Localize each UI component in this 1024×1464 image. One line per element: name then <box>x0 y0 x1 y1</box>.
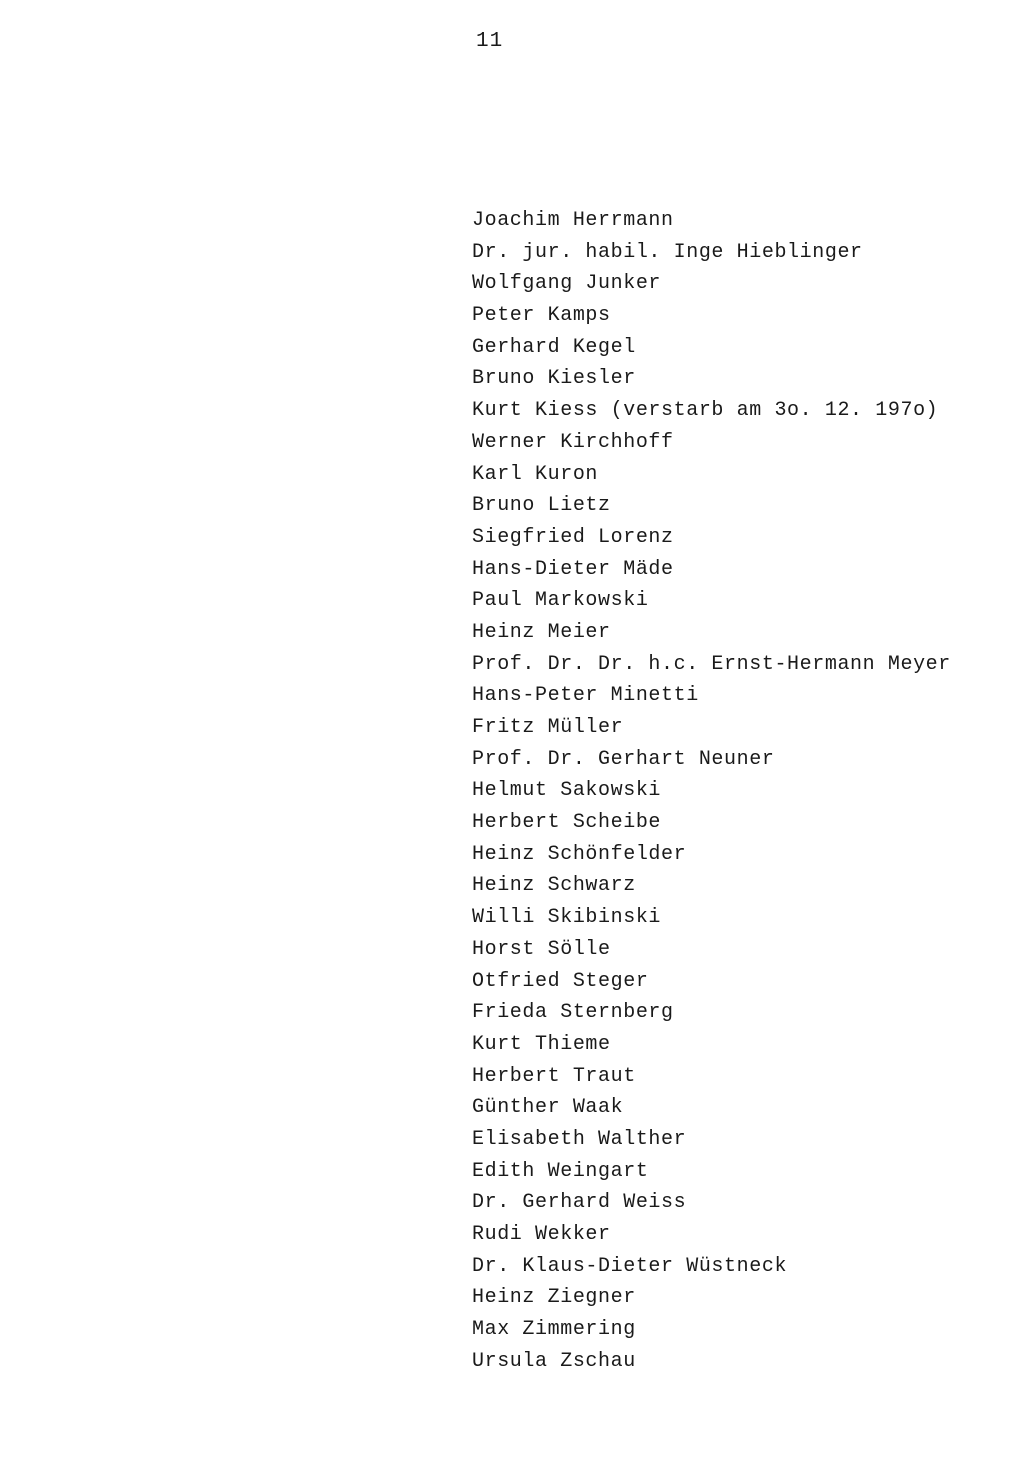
page-number: 11 <box>476 30 504 53</box>
list-item: Kurt Kiess (verstarb am 3o. 12. 197o) <box>472 399 939 423</box>
list-item: Herbert Scheibe <box>472 811 662 835</box>
list-item: Kurt Thieme <box>472 1032 611 1056</box>
list-item: Hans-Dieter Mäde <box>472 557 674 581</box>
list-item: Peter Kamps <box>472 304 611 328</box>
list-item: Siegfried Lorenz <box>472 525 674 549</box>
list-item: Horst Sölle <box>472 937 611 961</box>
list-item: Prof. Dr. Dr. h.c. Ernst-Hermann Meyer <box>472 652 951 676</box>
list-item: Heinz Ziegner <box>472 1286 636 1310</box>
list-item: Edith Weingart <box>472 1159 649 1183</box>
list-item: Rudi Wekker <box>472 1223 611 1246</box>
list-item: Karl Kuron <box>472 462 599 486</box>
list-item: Paul Markowski <box>472 589 649 613</box>
list-item: Dr. jur. habil. Inge Hieblinger <box>472 240 863 264</box>
list-item: Herbert Traut <box>472 1064 636 1088</box>
list-item: Gerhard Kegel <box>472 335 636 359</box>
list-item: Max Zimmering <box>472 1318 636 1342</box>
list-item: Frieda Sternberg <box>472 1001 674 1025</box>
list-item: Elisabeth Walther <box>472 1127 687 1151</box>
name-list <box>472 205 951 1377</box>
list-item: Wolfgang Junker <box>472 272 662 296</box>
list-item: Dr. Klaus-Dieter Wüstneck <box>472 1254 788 1278</box>
list-item: Heinz Schwarz <box>472 874 636 898</box>
list-item: Bruno Lietz <box>472 494 611 518</box>
list-item: Prof. Dr. Gerhart Neuner <box>472 747 775 771</box>
list-item: Hans-Peter Minetti <box>472 684 699 708</box>
list-item: Fritz Müller <box>472 716 624 739</box>
list-item: Günther Waak <box>472 1096 624 1120</box>
list-item: Ursula Zschau <box>472 1349 636 1373</box>
list-item: Willi Skibinski <box>472 906 662 930</box>
list-item: Dr. Gerhard Weiss <box>472 1191 687 1215</box>
list-item: Joachim Herrmann <box>472 209 674 232</box>
list-item: Werner Kirchhoff <box>472 430 674 454</box>
list-item: Bruno Kiesler <box>472 367 636 391</box>
list-item: Helmut Sakowski <box>472 779 662 803</box>
list-item: Heinz Schönfelder <box>472 842 687 866</box>
list-item: Heinz Meier <box>472 620 611 644</box>
list-item: Otfried Steger <box>472 969 649 993</box>
